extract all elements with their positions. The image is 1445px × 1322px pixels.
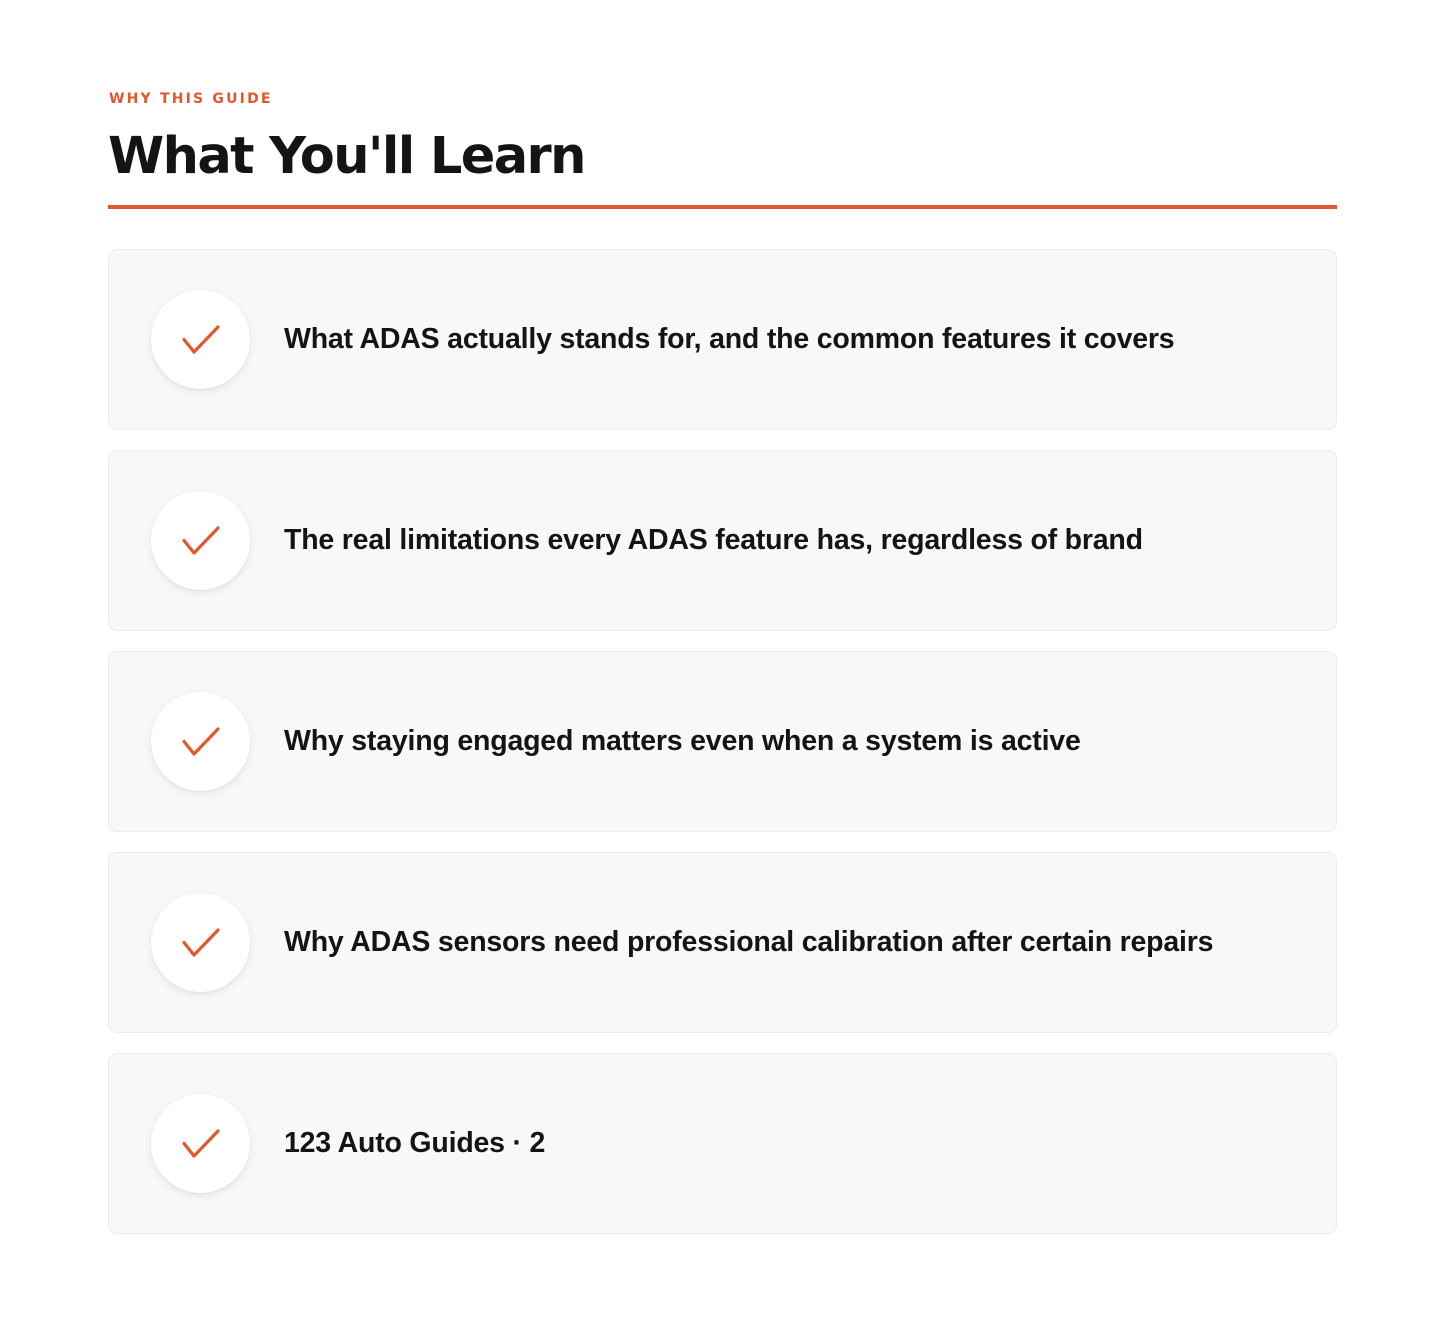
section-title: What You'll Learn — [108, 127, 585, 186]
learning-point-text: The real limitations every ADAS feature has, regardless of brand — [284, 524, 1143, 556]
check-icon — [181, 726, 221, 758]
check-badge — [151, 491, 250, 590]
learning-point-card — [108, 450, 1337, 631]
learning-points-list — [108, 249, 1337, 1254]
learning-point-card — [108, 1053, 1337, 1234]
check-icon — [181, 525, 221, 557]
section-eyebrow: WHY THIS GUIDE — [109, 91, 273, 107]
check-icon — [181, 1128, 221, 1160]
title-underline-divider — [108, 205, 1337, 209]
check-icon — [181, 927, 221, 959]
learning-point-text: 123 Auto Guides · 2 — [284, 1127, 546, 1159]
check-badge — [151, 692, 250, 791]
learning-point-text: Why staying engaged matters even when a system is active — [284, 725, 1081, 757]
learning-point-text: Why ADAS sensors need professional calibration after certain repairs — [284, 926, 1214, 958]
learning-point-text: What ADAS actually stands for, and the common features it covers — [284, 323, 1175, 355]
learning-point-card — [108, 651, 1337, 832]
learning-point-card — [108, 852, 1337, 1033]
learning-point-card — [108, 249, 1337, 430]
check-icon — [181, 324, 221, 356]
check-badge — [151, 290, 250, 389]
check-badge — [151, 893, 250, 992]
check-badge — [151, 1094, 250, 1193]
